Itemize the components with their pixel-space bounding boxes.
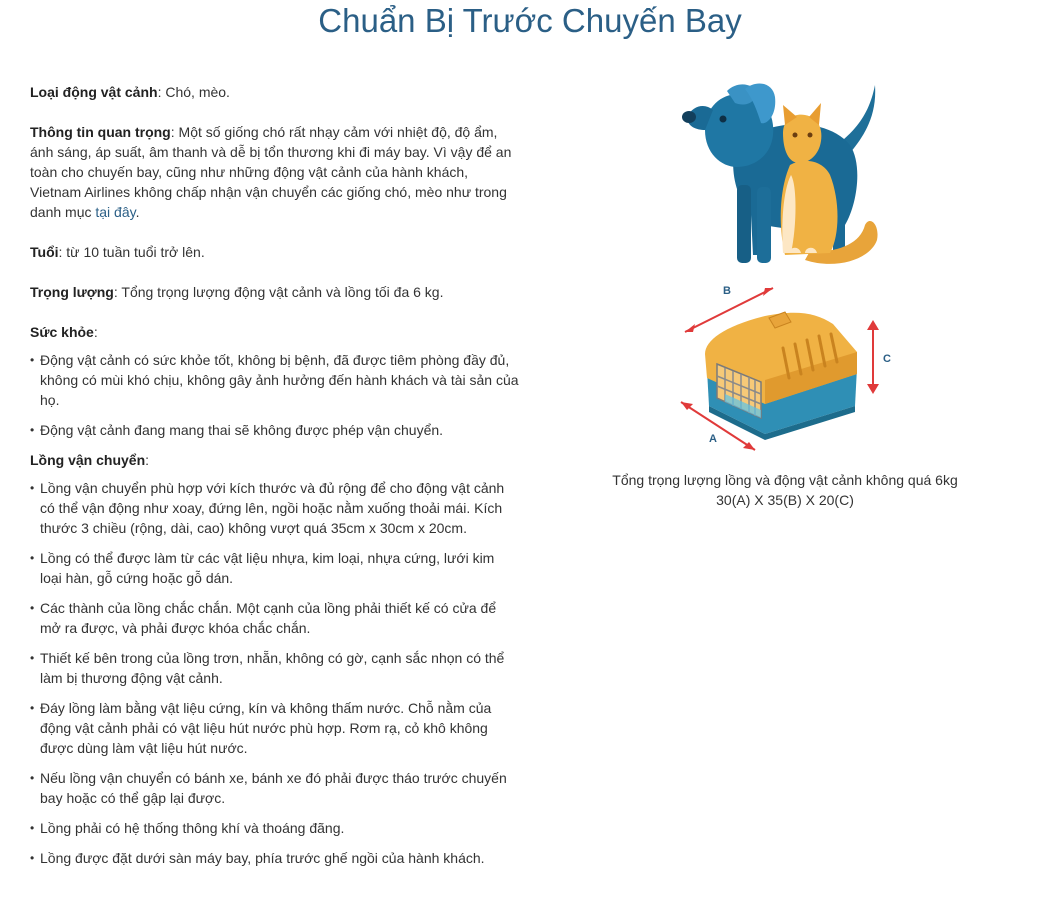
cage-suffix: : xyxy=(145,452,150,468)
list-item: • Động vật cảnh có sức khỏe tốt, không bị bệnh, đã được tiêm phòng đầy đủ, không có mùi khó chịu, không gây ảnh hưởng đến hành khách và tài sản của họ. xyxy=(30,350,520,410)
cage-list xyxy=(30,478,520,868)
species-text: : Chó, mèo. xyxy=(157,84,230,100)
important-paragraph xyxy=(30,122,520,222)
health-list xyxy=(30,350,520,440)
species-label: Loại động vật cảnh xyxy=(30,84,158,100)
weight-text: : Tổng trọng lượng động vật cảnh và lồng tối đa 6 kg. xyxy=(113,284,444,300)
list-item: • Nếu lồng vận chuyển có bánh xe, bánh xe đó phải được tháo trước chuyến bay hoặc có thể gập lại được. xyxy=(30,768,520,808)
list-item: • Lồng được đặt dưới sàn máy bay, phía trước ghế ngồi của hành khách. xyxy=(30,848,520,868)
age-paragraph xyxy=(30,242,520,262)
weight-label: Trọng lượng xyxy=(30,284,114,300)
list-item: • Lồng phải có hệ thống thông khí và thoáng đãng. xyxy=(30,818,520,838)
content-column xyxy=(30,82,520,878)
list-item: • Động vật cảnh đang mang thai sẽ không được phép vận chuyển. xyxy=(30,420,520,440)
age-label: Tuổi xyxy=(30,244,59,260)
list-item: • Lồng vận chuyển phù hợp với kích thước và đủ rộng để cho động vật cảnh có thể vận động như xoay, đứng lên, ngồi hoặc nằm xuống thoải mái. Kích thước 3 chiều (rộng, dài, cao) không vượt quá 35cm x 30cm x 20cm. xyxy=(30,478,520,538)
age-text: : từ 10 tuần tuổi trở lên. xyxy=(58,244,205,260)
pet-carrier-diagram xyxy=(665,282,905,462)
cage-label: Lồng vận chuyển xyxy=(30,452,146,468)
species-paragraph xyxy=(30,82,520,102)
illustration-caption xyxy=(560,470,1010,510)
caption-line-1: Tổng trọng lượng lồng và động vật cảnh không quá 6kg xyxy=(612,472,958,488)
list-item: • Đáy lồng làm bằng vật liệu cứng, kín và không thấm nước. Chỗ nằm của động vật cảnh phải có vật liệu hút nước phù hợp. Rơm rạ, cỏ khô không được dùng làm vật liệu hút nước. xyxy=(30,698,520,758)
important-label: Thông tin quan trọng xyxy=(30,124,171,140)
cage-heading xyxy=(30,450,520,470)
health-label: Sức khỏe xyxy=(30,324,94,340)
dim-c-label: C xyxy=(883,353,891,365)
weight-paragraph xyxy=(30,282,520,302)
dim-a-label: A xyxy=(709,433,717,445)
dim-b-label: B xyxy=(723,285,731,297)
important-end: . xyxy=(135,204,140,220)
illustration-column xyxy=(560,75,1010,510)
page-title: Chuẩn Bị Trước Chuyến Bay xyxy=(318,2,742,39)
health-suffix: : xyxy=(93,324,98,340)
list-item: • Lồng có thể được làm từ các vật liệu nhựa, kim loại, nhựa cứng, lưới kim loại hàn, gỗ cứng hoặc gỗ dán. xyxy=(30,548,520,588)
breed-list-link[interactable]: tại đây xyxy=(95,204,136,220)
caption-line-2: 30(A) X 35(B) X 20(C) xyxy=(716,492,854,508)
list-item: • Các thành của lồng chắc chắn. Một cạnh của lồng phải thiết kế có cửa để mở ra được, và phải được khóa chắc chắn. xyxy=(30,598,520,638)
list-item: • Thiết kế bên trong của lồng trơn, nhẵn, không có gờ, cạnh sắc nhọn có thể làm bị thương động vật cảnh. xyxy=(30,648,520,688)
important-text: : Một số giống chó rất nhạy cảm với nhiệt độ, độ ẩm, ánh sáng, áp suất, âm thanh và dễ bị tổn thương khi đi máy bay. Vì vậy để an toàn cho chuyến bay, cũng như những động vật cảnh của hành khách, Vietnam Airlines không chấp nhận vận chuyển các giống chó, mèo như trong danh mục xyxy=(30,124,512,220)
dog-cat-illustration xyxy=(665,75,905,270)
health-heading xyxy=(30,322,520,342)
